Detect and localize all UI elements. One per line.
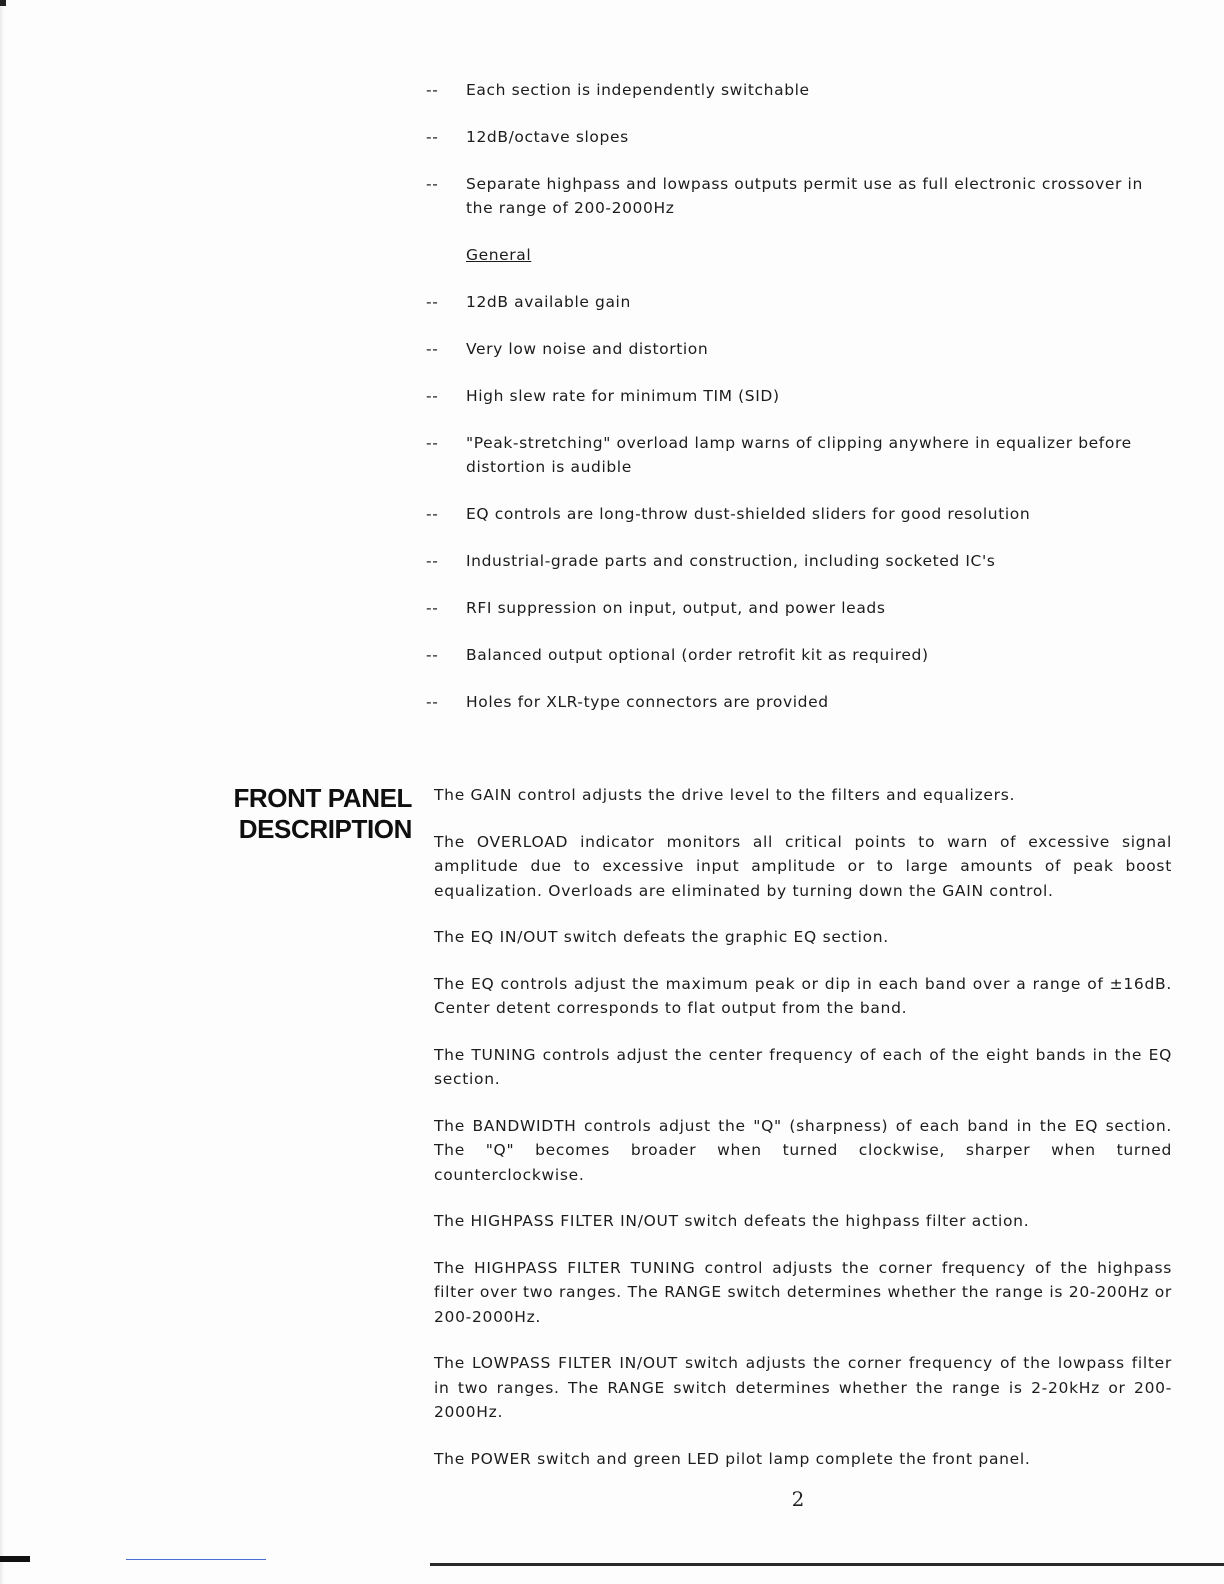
paragraph-bandwidth: The BANDWIDTH controls adjust the "Q" (sharpness) of each band in the EQ section. The "Q" becomes broader when turned clockwise, sharper when turned counterclockwise. (434, 1116, 1172, 1184)
list-item (426, 502, 1168, 526)
paragraph-highpass-in-out: The HIGHPASS FILTER IN/OUT switch defeats the highpass filter action. (434, 1212, 1030, 1230)
bullet-dash: -- (426, 552, 439, 570)
paragraph-eq-in-out: The EQ IN/OUT switch defeats the graphic EQ section. (434, 928, 889, 946)
general-subheading: General (466, 246, 532, 264)
list-item-text: Holes for XLR-type connectors are provided (466, 693, 829, 711)
bullet-dash: -- (426, 693, 439, 711)
list-item-text: 12dB/octave slopes (466, 128, 629, 146)
corner-mark (0, 0, 6, 6)
list-item-text: High slew rate for minimum TIM (SID) (466, 387, 780, 405)
list-item-text: EQ controls are long-throw dust-shielded sliders for good resolution (466, 505, 1031, 523)
bullet-dash: -- (426, 505, 439, 523)
list-item (426, 172, 1168, 220)
list-item-text: Balanced output optional (order retrofit kit as required) (466, 646, 929, 664)
list-item-text: Very low noise and distortion (466, 340, 709, 358)
page-number: 2 (791, 1487, 805, 1511)
bullet-dash: -- (426, 646, 439, 664)
features-list (426, 78, 1168, 737)
list-item (426, 596, 1168, 620)
list-item (426, 290, 1168, 314)
list-item-text: Separate highpass and lowpass outputs permit use as full electronic crossover in the range of 200-2000Hz (466, 175, 1143, 217)
bullet-dash: -- (426, 387, 439, 405)
section-heading-front-panel (200, 783, 412, 845)
list-item (426, 78, 1168, 102)
list-item (426, 384, 1168, 408)
list-item (426, 643, 1168, 667)
list-item (426, 431, 1168, 479)
heading-line-1: FRONT PANEL (233, 783, 412, 813)
paragraph-gain: The GAIN control adjusts the drive level to the filters and equalizers. (434, 786, 1016, 804)
bullet-dash: -- (426, 81, 439, 99)
paragraph-lowpass-in-out: The LOWPASS FILTER IN/OUT switch adjusts the corner frequency of the lowpass filter in two ranges. The RANGE switch determines whether the range is 2-20kHz or 200-2000Hz. (434, 1354, 1172, 1421)
bottom-rule (430, 1563, 1224, 1566)
list-item-text: Industrial-grade parts and construction, including socketed IC's (466, 552, 996, 570)
list-item (426, 337, 1168, 361)
bullet-dash: -- (426, 599, 439, 617)
list-item-text: "Peak-stretching" overload lamp warns of clipping anywhere in equalizer before distortion is audible (466, 434, 1132, 476)
bullet-dash: -- (426, 340, 439, 358)
list-item (426, 125, 1168, 149)
heading-line-2: DESCRIPTION (238, 814, 412, 844)
bullet-dash: -- (426, 128, 439, 146)
list-item-text: 12dB available gain (466, 293, 631, 311)
bottom-blue-rule (126, 1559, 266, 1560)
scan-edge-shadow (0, 0, 4, 1584)
list-item (426, 690, 1168, 714)
bullet-dash: -- (426, 434, 439, 452)
paragraph-overload: The OVERLOAD indicator monitors all critical points to warn of excessive signal amplitude due to excessive input amplitude or to large amounts of peak boost equalization. Overloads are eliminated by turning down the GAIN control. (434, 832, 1172, 900)
bottom-left-mark (0, 1556, 30, 1562)
paragraph-tuning: The TUNING controls adjust the center frequency of each of the eight bands in the EQ section. (434, 1045, 1172, 1088)
front-panel-description (434, 783, 1172, 1493)
paragraph-highpass-tuning: The HIGHPASS FILTER TUNING control adjusts the corner frequency of the highpass filter over two ranges. The RANGE switch determines whether the range is 20-200Hz or 200-2000Hz. (434, 1258, 1172, 1326)
paragraph-eq-controls: The EQ controls adjust the maximum peak or dip in each band over a range of ±16dB. Center detent corresponds to flat output from the band. (434, 974, 1172, 1017)
bullet-dash: -- (426, 293, 439, 311)
list-item (426, 549, 1168, 573)
paragraph-power: The POWER switch and green LED pilot lamp complete the front panel. (434, 1449, 1031, 1468)
list-item-text: RFI suppression on input, output, and power leads (466, 599, 886, 617)
list-item-text: Each section is independently switchable (466, 81, 810, 99)
bullet-dash: -- (426, 175, 439, 193)
